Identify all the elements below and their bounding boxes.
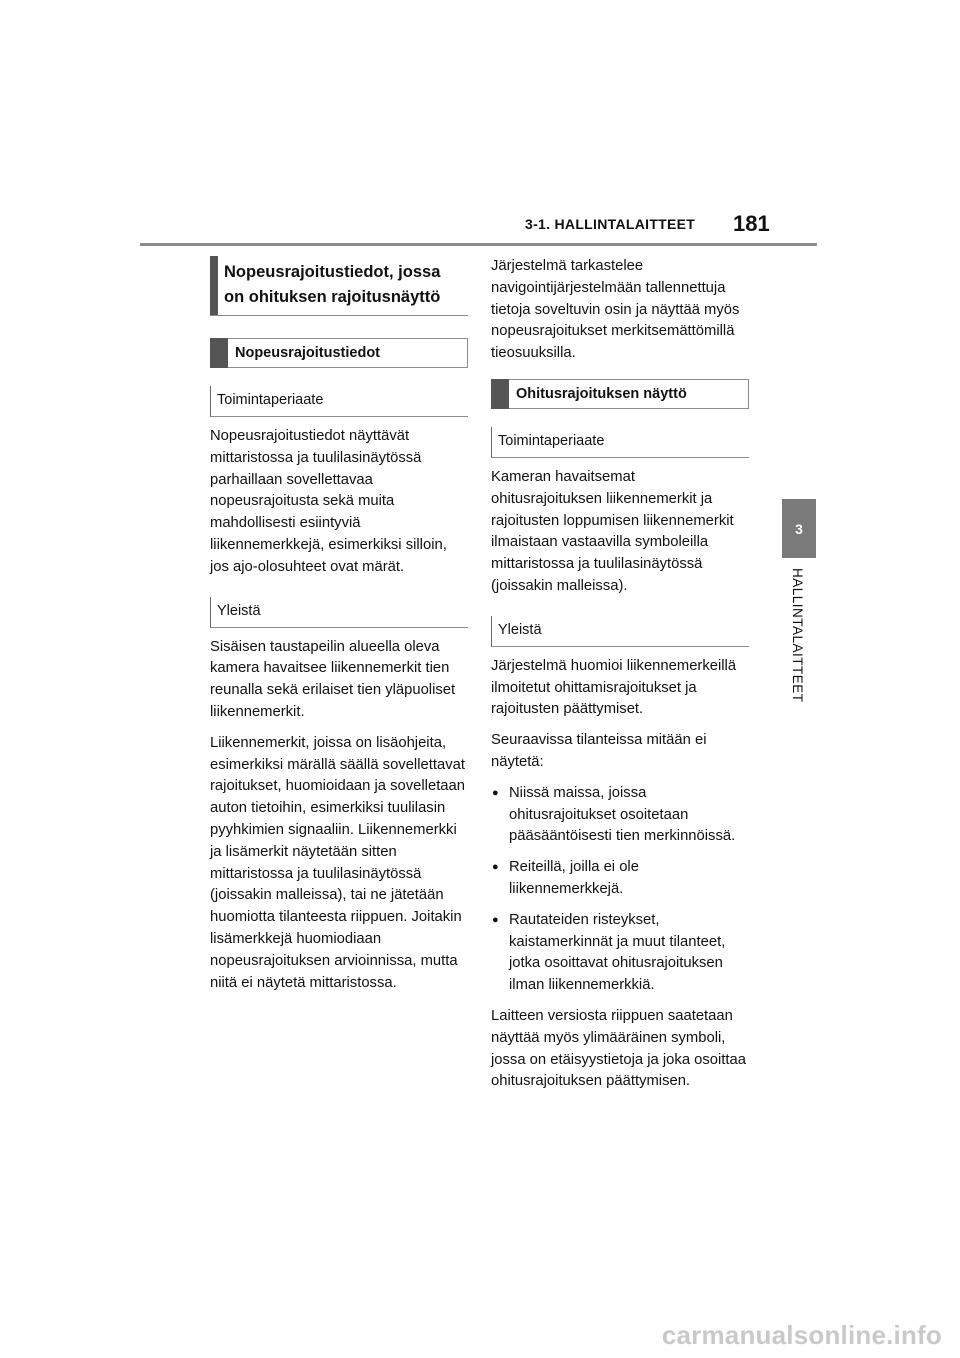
list-item: ● Reiteillä, joilla ei ole liikennemerkkejä. [491,857,749,901]
paragraph: Sisäisen taustapeilin alueella oleva kamera havaitsee liikennemerkit tien reunalla sekä erilaiset tien yläpuoliset liikennemerkit. [210,638,456,720]
subsection-heading-general: Yleistä [491,616,749,647]
main-heading [210,256,468,316]
paragraph: Järjestelmä tarkastelee navigointijärjestelmään tallennettuja tietoja soveltuvin osin ja näyttää myös nopeusrajoitukset merkitsemättömillä tieosuuksilla. [491,258,740,362]
subsection-heading-general: Yleistä [210,597,468,628]
sub-heading-speed-limit-info [210,338,468,368]
chapter-tab-label: HALLINTALAITTEET [790,568,805,703]
list-item: ● Niissä maissa, joissa ohitusrajoitukset osoitetaan pääsääntöisesti tien merkinnöissä. [491,783,749,848]
chapter-tab-number: 3 [782,499,816,558]
paragraph: Seuraavissa tilanteissa mitään ei näytetä: [491,732,707,770]
sub-heading-label: Nopeusrajoitustiedot [235,345,381,361]
paragraph: Liikennemerkit, joissa on lisäohjeita, esimerkiksi märällä säällä sovellettavat rajoitukset, huomioidaan ja sovelletaan auton tietoihin, esimerkiksi tuulilasin pyyhkimien signaaliin. Liikennemerkki ja lisämerkit näytetään sitten mittaristossa ja tuulilasinäytössä (joissakin malleissa), tai ne jätetään huomiotta tilanteesta riippuen. Joitakin lisämerkkejä huomiodiaan nopeusrajoituksen arvioinnissa, mutta niitä ei näytetä mittaristossa. [210,734,465,991]
sub-heading-label: Ohitusrajoituksen näyttö [516,385,687,402]
paragraph: Nopeusrajoitustiedot näyttävät mittaristossa ja tuulilasinäytössä parhaillaan sovellettavaa nopeusrajoitusta sekä muita mahdollisesti esiintyviä liikennemerkkejä, esimerkiksi silloin, jos ajo-olosuhteet ovat märät. [210,428,447,575]
main-heading-line-1: Nopeusrajoitustiedot, jossa [224,263,441,281]
left-column [210,256,468,1003]
header-divider [140,243,817,246]
paragraph: Kameran havaitsemat ohitusrajoituksen liikennemerkit ja rajoitusten loppumisen liikennemerkit ilmaistaan vastaavilla symboleilla mittaristossa ja tuulilasinäytössä (joissakin malleissa). [491,468,734,594]
main-heading-line-2: on ohituksen rajoitusnäyttö [224,288,441,306]
sub-heading-overtaking-restriction [491,379,749,409]
section-title: 3-1. HALLINTALAITTEET [525,216,696,232]
right-column [491,256,749,1102]
page-number: 181 [733,211,770,236]
list-item: ● Rautateiden risteykset, kaistamerkinnät ja muut tilanteet, jotka osoittavat ohitusrajoituksen ilman liikennemerkkiä. [491,910,749,997]
paragraph: Järjestelmä huomioi liikennemerkeillä ilmoitetut ohittamisrajoitukset ja rajoitusten päättymiset. [491,657,737,718]
watermark: carmanualsonline.info [661,1320,942,1350]
subsection-heading-operating-principle: Toimintaperiaate [491,427,749,458]
bullet-list [491,783,749,997]
paragraph: Laitteen versiosta riippuen saatetaan näyttää myös ylimääräinen symboli, jossa on etäisyystietoja ja joka osoittaa ohitusrajoituksen päättymisen. [491,1007,746,1090]
subsection-heading-operating-principle: Toimintaperiaate [210,386,468,417]
